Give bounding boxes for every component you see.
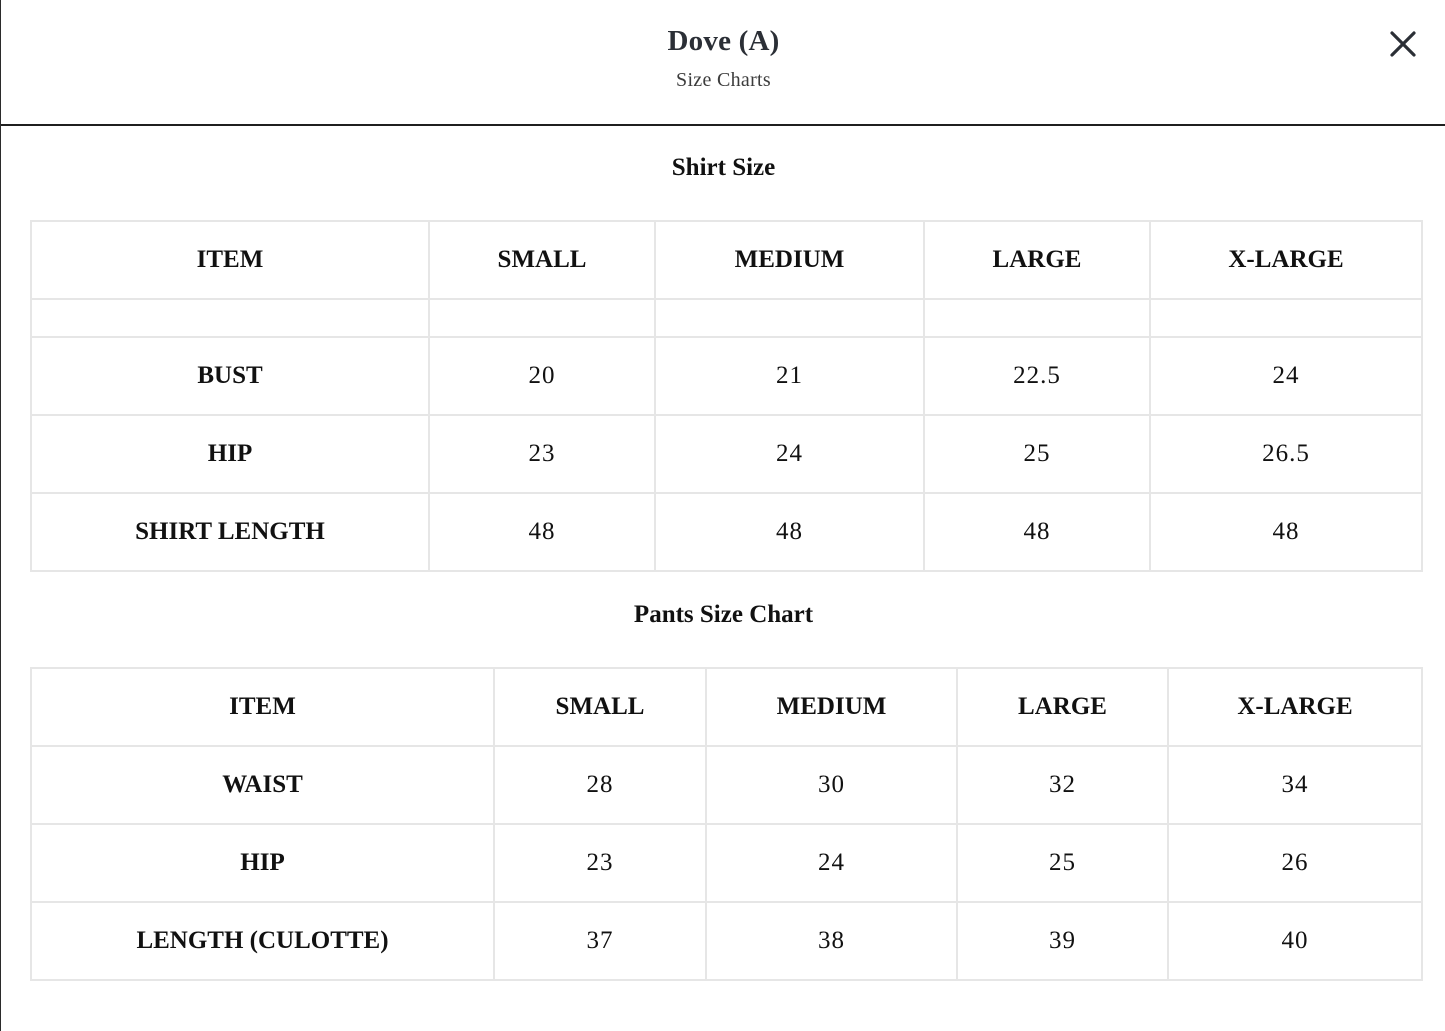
table-cell: 32 bbox=[957, 746, 1168, 824]
table-row bbox=[31, 415, 1422, 493]
row-label: LENGTH (CULOTTE) bbox=[31, 902, 494, 980]
column-header: LARGE bbox=[957, 668, 1168, 746]
column-header: X-LARGE bbox=[1150, 221, 1422, 299]
table-cell: 48 bbox=[655, 493, 924, 571]
column-header: MEDIUM bbox=[706, 668, 957, 746]
shirt-size-title: Shirt Size bbox=[671, 154, 776, 181]
table-cell: 39 bbox=[957, 902, 1168, 980]
row-label: WAIST bbox=[31, 746, 494, 824]
table-cell: 24 bbox=[706, 824, 957, 902]
table-cell: 25 bbox=[957, 824, 1168, 902]
row-label: HIP bbox=[31, 415, 429, 493]
table-row-empty bbox=[31, 299, 1422, 337]
pants-size-table bbox=[30, 667, 1423, 981]
table-cell: 24 bbox=[1150, 337, 1422, 415]
table-cell: 38 bbox=[706, 902, 957, 980]
table-cell: 21 bbox=[655, 337, 924, 415]
table-row bbox=[31, 902, 1422, 980]
column-header: SMALL bbox=[494, 668, 706, 746]
table-cell: 22.5 bbox=[924, 337, 1150, 415]
close-button[interactable] bbox=[1384, 25, 1422, 63]
close-icon bbox=[1384, 25, 1422, 63]
column-header: X-LARGE bbox=[1168, 668, 1422, 746]
table-cell: 30 bbox=[706, 746, 957, 824]
table-cell: 23 bbox=[494, 824, 706, 902]
table-row bbox=[31, 337, 1422, 415]
table-cell: 25 bbox=[924, 415, 1150, 493]
table-cell: 28 bbox=[494, 746, 706, 824]
table-cell: 48 bbox=[429, 493, 655, 571]
column-header: ITEM bbox=[31, 668, 494, 746]
table-cell: 37 bbox=[494, 902, 706, 980]
pants-size-title: Pants Size Chart bbox=[633, 601, 814, 628]
table-cell: 24 bbox=[655, 415, 924, 493]
table-row bbox=[31, 746, 1422, 824]
table-cell: 48 bbox=[924, 493, 1150, 571]
modal-header bbox=[1, 0, 1445, 126]
shirt-size-table bbox=[30, 220, 1423, 572]
modal-title: Dove (A) bbox=[667, 25, 780, 57]
table-cell: 20 bbox=[429, 337, 655, 415]
column-header: SMALL bbox=[429, 221, 655, 299]
row-label: HIP bbox=[31, 824, 494, 902]
table-cell: 48 bbox=[1150, 493, 1422, 571]
table-header-row bbox=[31, 221, 1422, 299]
column-header: LARGE bbox=[924, 221, 1150, 299]
column-header: ITEM bbox=[31, 221, 429, 299]
column-header: MEDIUM bbox=[655, 221, 924, 299]
table-cell: 23 bbox=[429, 415, 655, 493]
table-row bbox=[31, 824, 1422, 902]
table-cell: 26.5 bbox=[1150, 415, 1422, 493]
table-header-row bbox=[31, 668, 1422, 746]
table-row bbox=[31, 493, 1422, 571]
row-label: BUST bbox=[31, 337, 429, 415]
table-cell: 26 bbox=[1168, 824, 1422, 902]
modal-subtitle: Size Charts bbox=[676, 69, 771, 91]
table-cell: 34 bbox=[1168, 746, 1422, 824]
table-cell: 40 bbox=[1168, 902, 1422, 980]
row-label: SHIRT LENGTH bbox=[31, 493, 429, 571]
